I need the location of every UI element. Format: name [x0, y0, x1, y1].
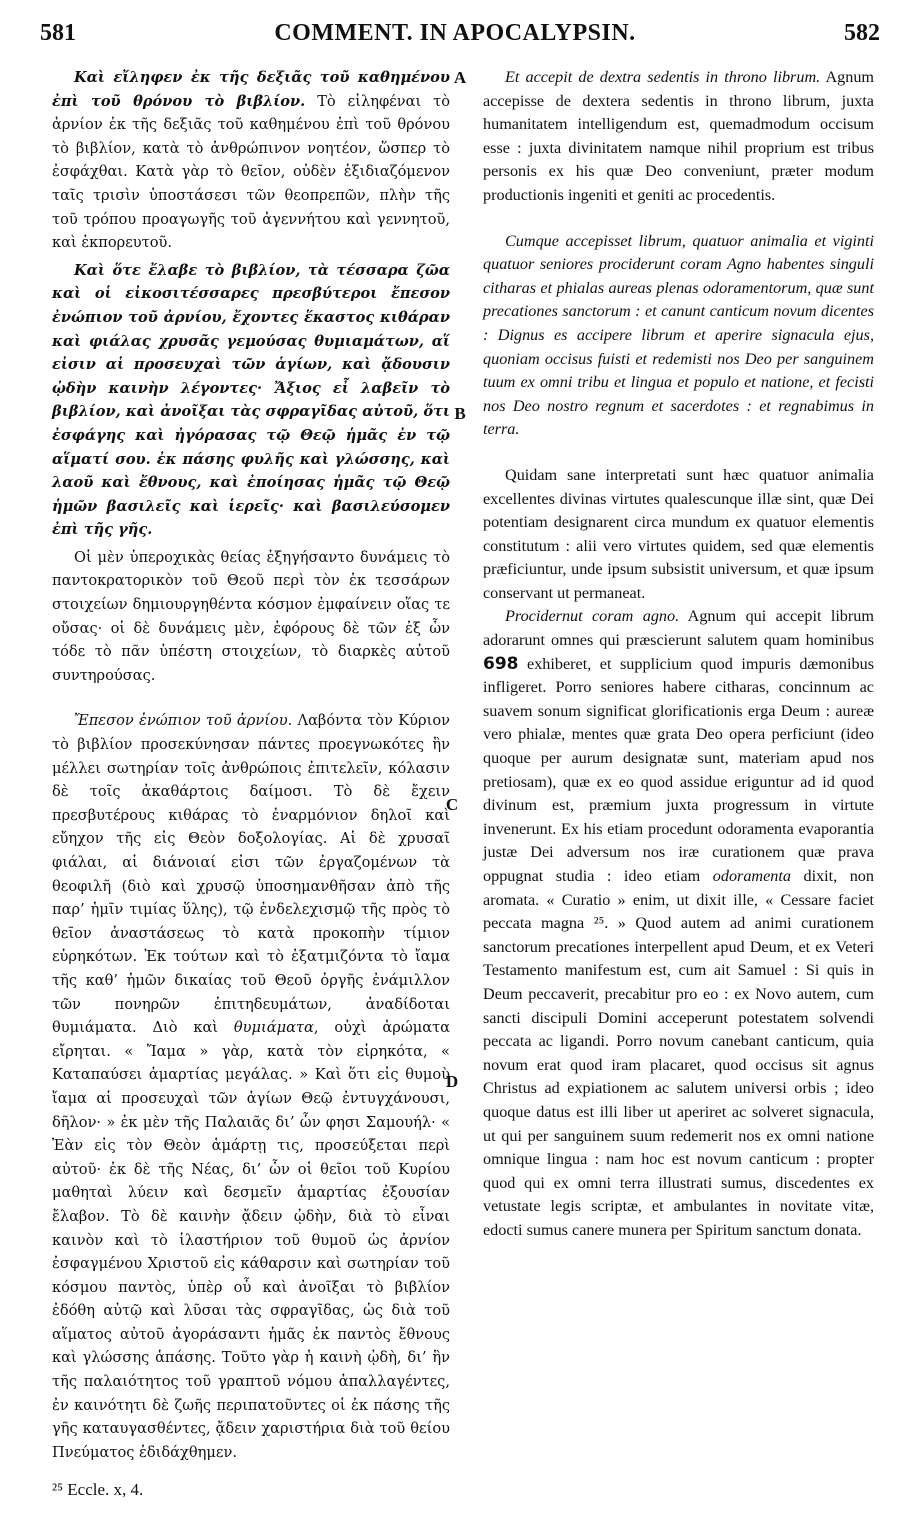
greek-paragraph-4: [52, 709, 450, 1464]
greek-lemma-4: Ἔπεσον ἐνώπιον τοῦ ἀρνίου.: [74, 712, 293, 730]
footnote: ²⁵ Eccle. x, 4.: [52, 1480, 144, 1499]
latin-text-4b: exhiberet, et supplicium quod impuris dæmonibus infligeret. Porro seniores habere citharas, concinnum ac suavem sonum significat glorificationis erga Deum : aureæ vero phialæ, mentes quæ grata Deo opera perficiunt (ideo quoque per aurum designatæ sunt, materiam apud nos pretiosam), quæ ex eo quod assidue eriguntur ad id quod divinum est, præmium juxta progressum in virtute invenerunt. Ex his etiam procedunt odoramenta evaporantia justæ Dei adversum nos iræ curationem quæ prava oppugnat studia : ideo etiam: [483, 654, 874, 885]
section-marker-d: D: [445, 1072, 459, 1091]
latin-paragraph-1: [483, 66, 874, 208]
greek-paragraph-1: [52, 66, 450, 255]
running-title: COMMENT. IN APOCALYPSIN.: [274, 20, 636, 46]
greek-paragraph-2: [52, 259, 450, 542]
greek-text-4b: , οὐχὶ ἀρώματα εἴρηται. « Ἴαμα » γὰρ, κατὰ τὸν εἰρηκότα, « Καταπαύσει ἁμαρτίας μεγάλας. » Καὶ ὅτι εἰς θυμοὺ ἴαμα αἱ προσευχαὶ τῶν ἁγίων Θεῷ ἐντυγχάνουσι, δῆλον· » ἐκ μὲν τῆς Παλαιᾶς δι’ ὧν φησι Σαμουήλ· « Ἐὰν εἰς τὸν Θεὸν ἁμάρτῃ τις, προσεύξεται περὶ αὐτοῦ· ἐκ δὲ τῆς Νέας, δι’ ὧν οἱ θεῖοι τοῦ Κυρίου μαθηταὶ λύειν καὶ δεσμεῖν ἁμαρτίας ἐξουσίαν ἔλαβον. Τὸ δὲ καινὴν ᾄδειν ᾠδὴν, διὰ τὸ εἶναι καινὸν καὶ τὸ ἱλαστήριον τοῦ θυμοῦ ὡς ἀρνίον ἐσφαγμένου Χριστοῦ εἰς κάθαρσιν καὶ σωτηρίαν τοῦ κόσμου παντὸς, ὑπὲρ οὗ καὶ ἀνοῖξαι τὸ βιβλίον ἐδόθη αὐτῷ καὶ λῦσαι τὰς σφραγῖδας, ὡς διὰ τοῦ αἵματος αὐτοῦ ἀγοράσαντι ἡμᾶς ἐκ παντὸς ἔθνους καὶ γλώσσης ἁπάσης. Τοῦτο γὰρ ἡ καινὴ ᾠδὴ, δι’ ἣν τῆς παλαιότητος τοῦ γραπτοῦ νόμου ἀπαλλαγέντες, ἐν καινότητι δὲ ζωῆς περιπατοῦντες οἱ ἐκ πάσης τῆς γῆς καταυγασθέντες, ᾄδειν χαριστήρια διὰ τοῦ θείου Πνεύματος ἐδιδάχθημεν.: [52, 1019, 450, 1461]
latin-text-1: Agnum accepisse de dextera sedentis in throno librum, juxta humanitatem intelligendum est, quemadmodum occisum esse : juxta divinitatem namque nihil proprium est tribus personis ex his quæ Deo conveniunt, præter modum productionis ingeniti et geniti ac procedentis.: [483, 68, 875, 204]
section-marker-a: A: [453, 68, 467, 87]
latin-text-3: Quidam sane interpretati sunt hæc quatuor animalia excellentes divinas virtutes qualescunque illæ sint, quæ Dei potentiam designarent circa mundum ex quatuor elementis constitutum : alii vero virtutes quidem, sed quæ elementis præficiuntur, unde ipsum subsistit universum, et quæ ipsum conservant ut permaneat.: [483, 465, 874, 602]
greek-column: [52, 66, 450, 1464]
section-marker-c: C: [445, 795, 459, 814]
page-header: [30, 20, 880, 50]
latin-text-4c: dixit, non aromata. « Curatio » enim, ut dixit ille, « Cessare faciet peccata magna ²⁵. » Quod autem ad animi curationem sanctorum precationes interpellent apud Deum, et ex Veteri Testamento manifestum est, cum ait Samuel : Si quis in Deum peccaverit, precabitur pro eo : ex Novo autem, cum sancti discipuli Domini acceperunt potestatem solvendi peccata ac ligandi. Porro novum canebant canticum, quia novum erat quod iram placaret, quod occisus sit agnus Christus ad expiationem ac salutem universi orbis ; ideo quoque datus est illi liber ut aperiret ac solveret signacula, ut qui per sanguinem suum redemerit nos ex omni natione omnique lingua : nam hoc est novum canticum : propter quod qui ex omni terra illustrati sumus, discedentes ex vetustate legis scriptæ, et ambulantes in novitate vitæ, edocti sumus canere munera per Spiritum sanctum donata.: [483, 867, 874, 1239]
latin-text-4a: Agnum qui accepit librum adorarunt omnes qui præscierunt salutem quam hominibus: [483, 607, 874, 650]
latin-lemma-2: Cumque accepisset librum, quatuor animalia et viginti quatuor seniores prociderunt coram Agno habentes singuli citharas et phialas aureas plenas odoramentorum, quæ sunt precationes sanctorum : et canunt canticum novum dicentes : Dignus es accipere librum et aperire signacula ejus, quoniam occisus fuisti et redemisti nos Deo per sanguinem tuum ex omni tribu et lingua et populo et natione, et fecisti nos Deo nostro regnum et sacerdotes : et regnabimus in terra.: [483, 231, 874, 439]
migne-page-mark: 698: [483, 653, 519, 674]
greek-lemma-2: Καὶ ὅτε ἔλαβε τὸ βιβλίον, τὰ τέσσαρα ζῶα καὶ οἱ εἰκοσιτέσσαρες πρεσβύτεροι ἔπεσον ἐνώπιον τοῦ ἀρνίου, ἔχοντες ἕκαστος κιθάραν καὶ φιάλας χρυσᾶς γεμούσας θυμιαμάτων, αἵ εἰσιν αἱ προσευχαὶ τῶν ἁγίων, καὶ ᾄδουσιν ᾠδὴν καινὴν λέγοντες· Ἄξιος εἶ λαβεῖν τὸ βιβλίον, καὶ ἀνοῖξαι τὰς σφραγῖδας αὐτοῦ, ὅτι ἐσφάγης καὶ ἠγόρασας τῷ Θεῷ ἡμᾶς ἐν τῷ αἵματί σου. ἐκ πάσης φυλῆς καὶ γλώσσης, καὶ λαοῦ καὶ ἔθνους, καὶ ἐποίησας ἡμᾶς τῷ Θεῷ ἡμῶν βασιλεῖς καὶ ἱερεῖς· καὶ βασιλεύσομεν ἐπὶ τῆς γῆς.: [52, 261, 450, 539]
greek-paragraph-3: [52, 546, 450, 688]
latin-paragraph-3: [483, 464, 874, 606]
latin-column: [483, 66, 874, 1243]
greek-lemma-1: Καὶ εἴληφεν ἐκ τῆς δεξιᾶς τοῦ καθημένου ἐπὶ τοῦ θρόνου τὸ βιβλίον.: [52, 69, 450, 110]
page-number-left: 581: [40, 20, 76, 46]
latin-paragraph-2: [483, 230, 874, 442]
page-number-right: 582: [844, 20, 880, 46]
section-marker-b: B: [454, 404, 466, 423]
greek-text-3: Οἱ μὲν ὑπεροχικὰς θείας ἐξηγήσαντο δυνάμεις τὸ παντοκρατορικὸν τοῦ Θεοῦ περὶ τὸν ἐκ τεσσάρων στοιχείων δημιουργηθέντα κόσμον ἐμφαίνειν οἵας τε οὔσας· οἱ δὲ δυνάμεις μὲν, ἐφόρους δὲ τῶν ἐξ ὧν τόδε τὸ πᾶν ὑπέστη στοιχείων, τὸ διαρκὲς αὐτοῦ συντηρούσας.: [52, 548, 450, 684]
latin-lemma-1: Et accepit de dextra sedentis in throno librum.: [505, 68, 821, 86]
greek-text-4a: Λαβόντα τὸν Κύριον τὸ βιβλίον προσεκύνησαν πάντες προεγνωκότες ἣν μέλλει σωτηρίαν τοῖς ἀνθρώποις ἐπιτελεῖν, κόλασιν δὲ τοῖς ἀκαθάρτοις δαίμοσι. Τὸ δὲ ἔχειν πρεσβυτέρους κιθάρας τὸ ἐναρμόνιον δηλοῖ καὶ εὔηχον τῆς εἰς Θεὸν δοξολογίας. Αἱ δὲ χρυσαῖ φιάλαι, αἱ διάνοιαί εἰσι τῶν ἐργαζομένων τὰ θεοφιλῆ (διὸ καὶ χρυσῷ ὑποσημανθῆσαν ἀπὸ τῆς παρ’ ἡμῖν τιμίας ὕλης), τῷ ἐνδελεχισμῷ τῆς πρὸς τὸ θεῖον ἀναστάσεως τὸ κατὰ προκοπὴν τίμιον εὑρηκότων. Ἐκ τούτων καὶ τὸ ἐξατμιζόντα τὸ ἴαμα τῆς καθ’ ἡμῶν δικαίας τοῦ Θεοῦ ὀργῆς ἐνάμιλλον τῶν πονηρῶν ἐπιτηδευμάτων, ἀναδίδοται θυμιάματα. Διὸ καὶ: [52, 712, 450, 1037]
latin-paragraph-4: [483, 605, 874, 1242]
latin-term-odoramenta: odoramenta: [712, 867, 791, 885]
latin-lemma-4: Procidernut coram agno.: [505, 607, 680, 626]
greek-text-1: Τὸ εἰληφέναι τὸ ἀρνίον ἐκ τῆς δεξιᾶς τοῦ καθημένου ἐπὶ τοῦ θρόνου τὸ βιβλίον, κατὰ τὸ ἀνθρώπινον νοητέον, ὥσπερ τὸ ἐσφάχθαι. Κατὰ γὰρ τὸ θεῖον, οὐδὲν ἐξιδιαζόμενον ταῖς τρισὶν ὑποστάσεσι τῶν θεοπρεπῶν, πλὴν τῆς τοῦ τρόπου προαγωγῆς τοῦ ἀγεννήτου καὶ γεννητοῦ, καὶ ἐκπορευτοῦ.: [52, 92, 450, 252]
greek-term-thymiamata: θυμιάματα: [233, 1019, 314, 1037]
